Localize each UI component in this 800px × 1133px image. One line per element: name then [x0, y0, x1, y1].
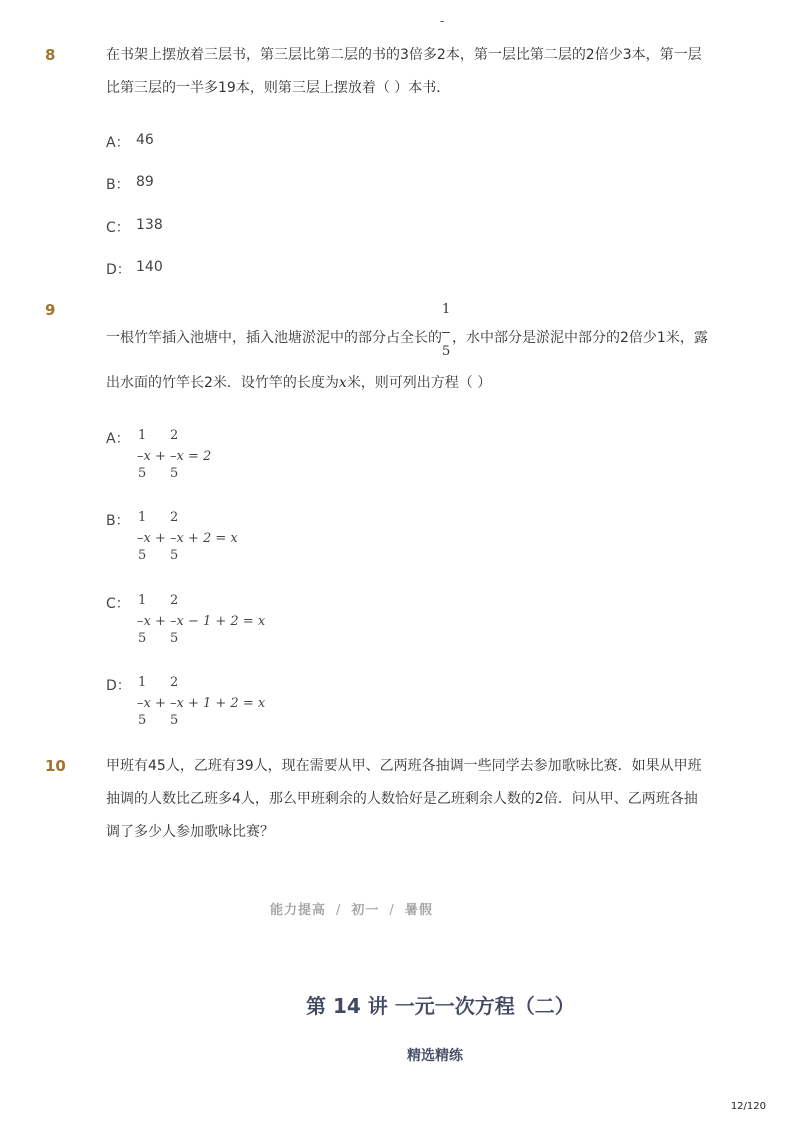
option-value: 140 [136, 259, 163, 275]
equation-tail: x = 2 [176, 449, 212, 464]
option-label: D： [106, 678, 131, 694]
fraction-denominator: 5 [138, 466, 147, 481]
question-stem-line [106, 302, 708, 359]
fraction-numerator: 1 [138, 510, 147, 525]
inline-fraction [442, 302, 452, 359]
question-number: 10 [45, 757, 66, 775]
fraction-bar: – [137, 449, 144, 464]
footer-tags [270, 899, 433, 918]
fraction-denominator: 5 [138, 548, 147, 563]
fraction-numerator: 1 [442, 302, 451, 317]
equation-term: x + [143, 531, 170, 546]
fraction-denominator: 5 [138, 631, 147, 646]
fraction-bar: – [137, 614, 144, 629]
variable-x: x [338, 375, 347, 391]
question-stem-line: 调了多少人参加歌咏比赛？ [106, 824, 274, 840]
fraction-denominator: 5 [138, 713, 147, 728]
option-value: 138 [136, 217, 163, 233]
equation-term: x + [143, 614, 170, 629]
option-label: A： [106, 135, 130, 151]
option-label: A： [106, 431, 130, 447]
equation-tail: x − 1 + 2 = x [176, 614, 266, 629]
fraction-denominator: 5 [170, 631, 179, 646]
stem-text: 一根竹竿插入池塘中，插入池塘淤泥中的部分占全长的 [106, 330, 442, 346]
equation [137, 614, 265, 629]
footer-tag-level: 能力提高 [270, 903, 327, 918]
option-label: C： [106, 220, 130, 236]
page-number: 12/120 [730, 1101, 766, 1112]
equation [137, 531, 238, 546]
fraction-numerator: 1 [138, 675, 147, 690]
fraction-bar: – [137, 531, 144, 546]
fraction-bar [442, 332, 450, 333]
fraction-numerator: 2 [170, 428, 179, 443]
option-label: C： [106, 596, 130, 612]
fraction-numerator: 1 [138, 428, 147, 443]
fraction-bar: – [170, 449, 177, 464]
option-label: D： [106, 262, 131, 278]
fraction-bar: – [170, 696, 177, 711]
fraction-bar: – [170, 614, 177, 629]
fraction-numerator: 2 [170, 593, 179, 608]
fraction-bar: – [170, 531, 177, 546]
fraction-denominator: 5 [170, 548, 179, 563]
option-value: 89 [136, 174, 154, 190]
section-title: 精选精练 [407, 1048, 463, 1064]
fraction-numerator: 1 [138, 593, 147, 608]
fraction-bar: – [137, 696, 144, 711]
equation-term: x + [143, 696, 170, 711]
stem-text: 米，则可列出方程（ ） [346, 375, 492, 391]
stem-text: ，水中部分是淤泥中部分的2倍少1米，露 [452, 330, 708, 346]
question-stem-line: 抽调的人数比乙班多4人，那么甲班剩余的人数恰好是乙班剩余人数的2倍．问从甲、乙两班各抽 [106, 791, 698, 807]
equation [137, 696, 265, 711]
option-value: 46 [136, 132, 154, 148]
fraction-denominator: 5 [442, 344, 451, 359]
question-stem-line [106, 373, 491, 393]
page-top-mark: - [440, 14, 445, 28]
fraction-denominator: 5 [170, 713, 179, 728]
footer-tag-term: 暑假 [404, 903, 433, 918]
equation [137, 449, 211, 464]
question-number: 9 [45, 301, 56, 319]
question-stem-line: 比第三层的一半多19本，则第三层上摆放着（ ）本书． [106, 80, 451, 96]
equation-tail: x + 1 + 2 = x [176, 696, 266, 711]
equation-term: x + [143, 449, 170, 464]
option-label: B： [106, 513, 130, 529]
fraction-numerator: 2 [170, 510, 179, 525]
option-label: B： [106, 177, 130, 193]
question-stem-line: 在书架上摆放着三层书，第三层比第二层的书的3倍多2本，第一层比第二层的2倍少3本，第一层 [106, 47, 702, 63]
question-stem-line: 甲班有45人，乙班有39人，现在需要从甲、乙两班各抽调一些同学去参加歌咏比赛．如果从甲班 [106, 758, 702, 774]
footer-tag-grade: 初一 [351, 903, 380, 918]
stem-text: 出水面的竹竿长2米．设竹竿的长度为 [106, 375, 339, 391]
footer-separator: / [389, 903, 395, 918]
lecture-title: 第 14 讲 一元一次方程（二） [306, 994, 575, 1018]
fraction-denominator: 5 [170, 466, 179, 481]
question-number: 8 [45, 46, 56, 64]
footer-separator: / [336, 903, 342, 918]
equation-tail: x + 2 = x [176, 531, 238, 546]
fraction-numerator: 2 [170, 675, 179, 690]
